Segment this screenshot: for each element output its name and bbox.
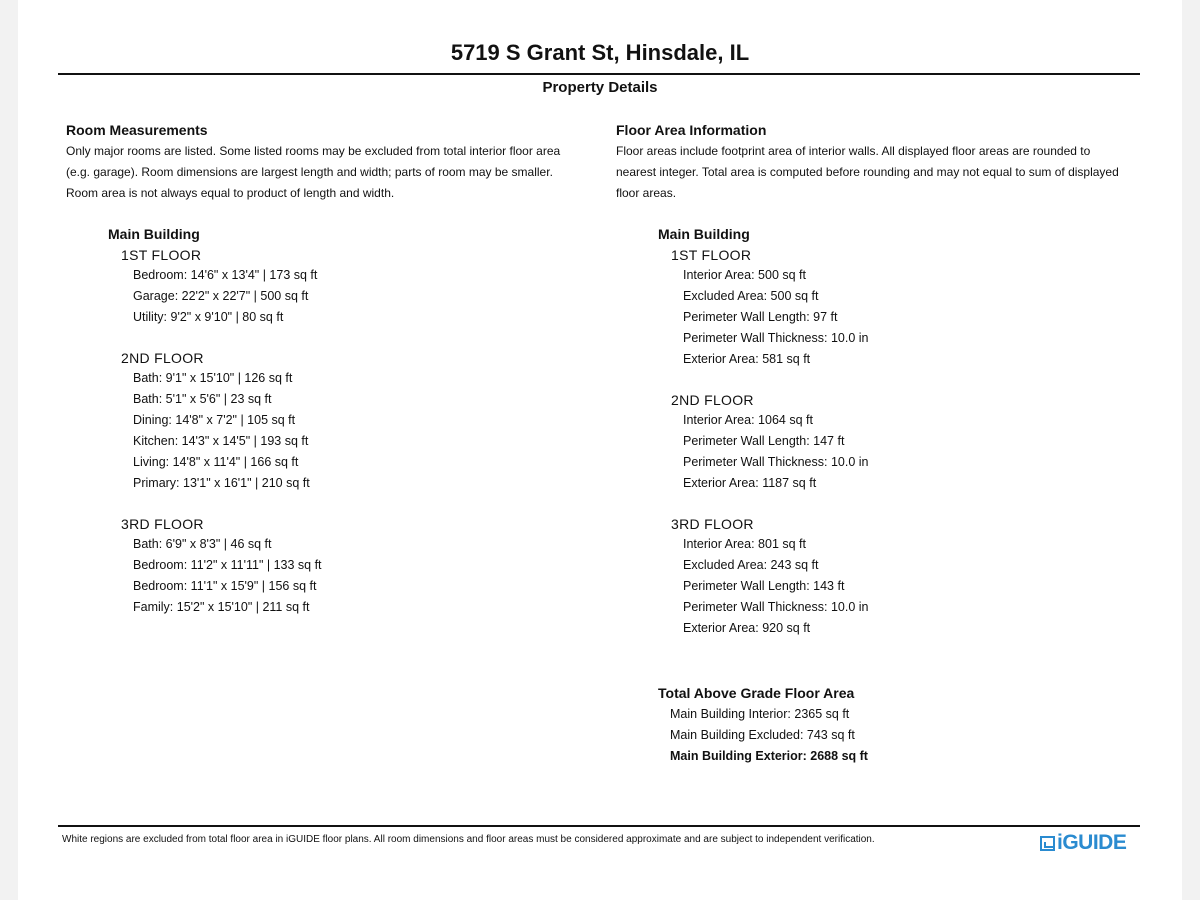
room-item: Bedroom: 14'6" x 13'4" | 173 sq ft [133, 268, 318, 282]
room-item: Bath: 6'9" x 8'3" | 46 sq ft [133, 537, 272, 551]
area-item: Perimeter Wall Length: 97 ft [683, 310, 838, 324]
footer-disclaimer: White regions are excluded from total floor area in iGUIDE floor plans. All room dimensions and floor areas must be considered approximate and are subject to independent verification. [62, 834, 875, 845]
area-item: Excluded Area: 243 sq ft [683, 558, 819, 572]
area-item: Interior Area: 801 sq ft [683, 537, 806, 551]
area-item: Perimeter Wall Thickness: 10.0 in [683, 331, 869, 345]
floor-area-list [658, 224, 1078, 639]
area-item: Perimeter Wall Thickness: 10.0 in [683, 600, 869, 614]
footer-divider [58, 825, 1140, 827]
room-item: Living: 14'8" x 11'4" | 166 sq ft [133, 455, 299, 469]
iguide-logo [1040, 831, 1126, 855]
room-note-line: Only major rooms are listed. Some listed rooms may be excluded from total interior floor area [66, 144, 561, 158]
floor-label: 1ST FLOOR [671, 247, 752, 263]
room-item: Bath: 9'1" x 15'10" | 126 sq ft [133, 371, 293, 385]
iguide-logo-text: iGUIDE [1057, 831, 1127, 854]
room-item: Kitchen: 14'3" x 14'5" | 193 sq ft [133, 434, 309, 448]
area-item: Exterior Area: 920 sq ft [683, 621, 811, 635]
area-item: Exterior Area: 1187 sq ft [683, 476, 817, 490]
area-item: Interior Area: 1064 sq ft [683, 413, 813, 427]
total-area-heading: Total Above Grade Floor Area [658, 685, 855, 701]
room-measurements-list [108, 224, 508, 618]
floor-label: 1ST FLOOR [121, 247, 202, 263]
area-item: Perimeter Wall Length: 143 ft [683, 579, 845, 593]
room-item: Utility: 9'2" x 9'10" | 80 sq ft [133, 310, 284, 324]
floor-label: 3RD FLOOR [121, 516, 204, 532]
total-excluded: Main Building Excluded: 743 sq ft [670, 728, 855, 742]
property-details-page [18, 0, 1182, 900]
floor-area-note-line: nearest integer. Total area is computed before rounding and may not equal to sum of displayed [616, 165, 1119, 179]
room-item: Garage: 22'2" x 22'7" | 500 sq ft [133, 289, 309, 303]
page-subtitle: Property Details [542, 79, 658, 96]
floor-label: 2ND FLOOR [121, 350, 204, 366]
total-interior: Main Building Interior: 2365 sq ft [670, 707, 850, 721]
building-label: Main Building [108, 226, 200, 242]
area-item: Interior Area: 500 sq ft [683, 268, 806, 282]
total-exterior: Main Building Exterior: 2688 sq ft [670, 749, 868, 763]
floor-label: 3RD FLOOR [671, 516, 754, 532]
area-item: Excluded Area: 500 sq ft [683, 289, 819, 303]
room-measurements-notes [66, 141, 606, 204]
floor-area-note-line: Floor areas include footprint area of interior walls. All displayed floor areas are rounded to [616, 144, 1091, 158]
room-item: Dining: 14'8" x 7'2" | 105 sq ft [133, 413, 296, 427]
area-item: Perimeter Wall Thickness: 10.0 in [683, 455, 869, 469]
room-item: Family: 15'2" x 15'10" | 211 sq ft [133, 600, 310, 614]
floor-label: 2ND FLOOR [671, 392, 754, 408]
building-label: Main Building [658, 226, 750, 242]
area-item: Perimeter Wall Length: 147 ft [683, 434, 845, 448]
iguide-logo-icon [1040, 836, 1055, 851]
floor-area-note-line: floor areas. [616, 186, 677, 200]
title-divider [58, 73, 1140, 75]
room-item: Bath: 5'1" x 5'6" | 23 sq ft [133, 392, 272, 406]
floor-area-notes [616, 141, 1176, 204]
room-item: Bedroom: 11'2" x 11'11" | 133 sq ft [133, 558, 322, 572]
room-item: Bedroom: 11'1" x 15'9" | 156 sq ft [133, 579, 317, 593]
floor-area-heading: Floor Area Information [616, 122, 767, 138]
page-title: 5719 S Grant St, Hinsdale, IL [450, 40, 750, 65]
room-item: Primary: 13'1" x 16'1" | 210 sq ft [133, 476, 310, 490]
room-note-line: (e.g. garage). Room dimensions are largest length and width; parts of room may be smaller. [66, 165, 553, 179]
total-floor-area [658, 682, 1078, 767]
room-note-line: Room area is not always equal to product of length and width. [66, 186, 395, 200]
room-measurements-heading: Room Measurements [66, 122, 208, 138]
area-item: Exterior Area: 581 sq ft [683, 352, 811, 366]
